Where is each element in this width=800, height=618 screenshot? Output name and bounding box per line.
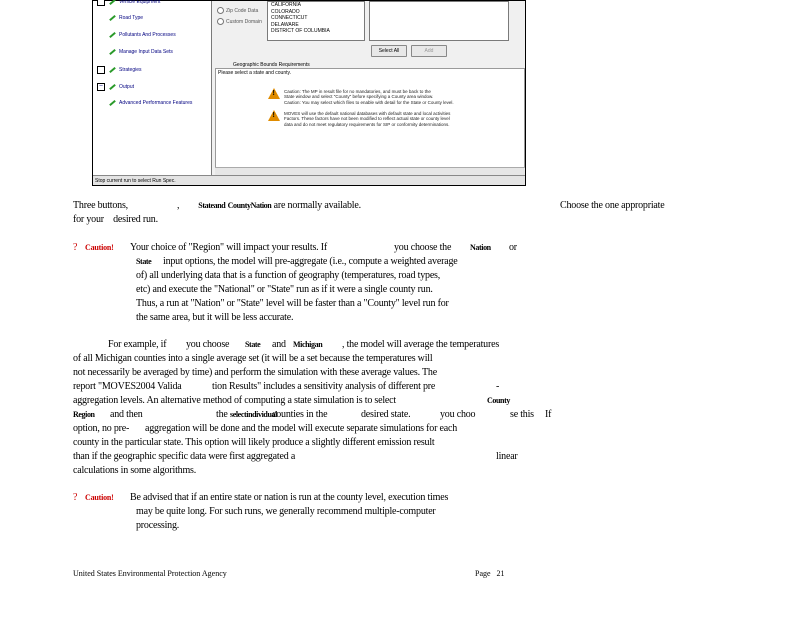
list-item[interactable]: COLORADO: [271, 8, 300, 15]
para-2-line-6c: counties in the: [272, 409, 328, 420]
add-button[interactable]: Add: [411, 45, 447, 57]
tree-item-vehicle-equipment[interactable]: Vehicle Equipment: [97, 0, 160, 6]
caution-2-line-2: may be quite long. For such runs, we generally recommend multiple-computer: [136, 506, 436, 517]
caution-1-line-2: input options, the model will pre-aggregate (i.e., compute a weighted average: [163, 256, 458, 267]
radio-icon[interactable]: [217, 18, 224, 25]
caution-1-line-1: Your choice of "Region" will impact your results. If: [130, 242, 327, 253]
caution-1-label: Caution!: [85, 243, 114, 252]
caution-2-label: Caution!: [85, 493, 114, 502]
caution-1-line-5: Thus, a run at "Nation" or "State" level will be faster than a "County" level run for: [136, 298, 449, 309]
caution-1-nation: Nation: [470, 243, 491, 252]
pencil-check-icon: [108, 84, 116, 90]
tree-item-output[interactable]: – Output: [97, 83, 134, 91]
para-2-line-4b: tion Results" includes a sensitivity analysis of different pre: [212, 381, 436, 392]
pencil-check-icon: [108, 0, 116, 5]
moves-runspec-screenshot: [92, 0, 526, 186]
para-2-linear: linear: [496, 451, 518, 462]
para-2-line-4a: report "MOVES2004 Valida: [73, 381, 182, 392]
geo-requirements-label: Geographic Bounds Requirements: [233, 62, 310, 68]
caution-2-line-3: processing.: [136, 520, 180, 531]
tree-item-pollutants[interactable]: Pollutants And Processes: [97, 32, 176, 38]
radio-custom-domain[interactable]: Custom Domain: [217, 18, 262, 25]
caution-1-state: State: [136, 257, 152, 266]
intro-line-2: for your desired run.: [73, 214, 158, 225]
list-item[interactable]: DELAWARE: [271, 21, 299, 28]
pencil-check-icon: [108, 32, 116, 38]
para-2-line-3: not necessarily be averaged by time) and perform the simulation with these average values. The: [73, 367, 437, 378]
pencil-check-icon: [108, 49, 116, 55]
caution-2-marker: [73, 491, 77, 505]
para-2-dash: -: [496, 381, 500, 392]
para-2-region: Region: [73, 410, 95, 419]
tree-item-road-type[interactable]: Road Type: [97, 15, 143, 21]
pencil-check-icon: [108, 100, 116, 106]
list-item[interactable]: CONNECTICUT: [271, 15, 308, 21]
warning-message-1: Caution: The MP in result file for no mandatories, and must be back to the State window and select "County" before specifying a County area window. Caution: You may select which files to enable with detail for the State or County level.: [284, 89, 454, 105]
para-2-line-2: of all Michigan counties into a single average set (it will be a set because the temperatures will: [73, 353, 433, 364]
para-2-and: and: [272, 339, 286, 350]
warning-message-2: MOVES will use the default national databases with default state and local activities Factors. These factors have not been modified to reflect actual state or county level data and do not meet regulatory requirements for SIP or conformity determinations.: [284, 111, 451, 127]
radio-icon[interactable]: [217, 7, 224, 14]
status-bar: Stop current run to select Run Spec.: [93, 175, 525, 185]
para-2-line-7a: option, no pre-: [73, 423, 130, 434]
geo-requirements-panel: [215, 68, 525, 175]
para-2-if: If: [545, 409, 552, 420]
caution-1-marker: [73, 241, 77, 255]
caution-1-or: or: [509, 242, 517, 253]
state-list[interactable]: [267, 1, 365, 41]
tree-item-strategies[interactable]: Strategies: [97, 66, 142, 74]
para-2-line-10: calculations in some algorithms.: [73, 465, 197, 476]
para-2-line-9a: than if the geographic specific data were first aggregated a: [73, 451, 296, 462]
footer-page-number: Page 21: [475, 569, 505, 578]
pencil-check-icon: [108, 15, 116, 21]
footer-agency: United States Environmental Protection Agency: [73, 569, 227, 578]
para-2-line-1a: For example, if: [108, 339, 167, 350]
caution-1-line-1b: you choose the: [394, 242, 452, 253]
caution-icon: ?: [73, 492, 78, 503]
warning-icon: [268, 110, 280, 121]
select-all-button[interactable]: Select All: [371, 45, 407, 57]
para-2-line-5: aggregation levels. An alternative method of computing a state simulation is to select: [73, 395, 396, 406]
para-2-selected: selectindividual: [230, 410, 277, 419]
para-2-line-6e: you choo: [440, 409, 476, 420]
para-2-line-8: county in the particular state. This option will likely produce a slightly different emission result: [73, 437, 435, 448]
caution-1-line-6: the same area, but it will be less accurate.: [136, 312, 294, 323]
para-2-county: County: [487, 396, 510, 405]
collapse-icon[interactable]: –: [97, 83, 105, 91]
selection-list[interactable]: [369, 1, 509, 41]
checkbox-icon[interactable]: [97, 66, 105, 74]
intro-line-1: Three buttons, , Stateand CountyNation are normally available.: [73, 200, 361, 211]
intro-choose: Choose the one appropriate: [560, 200, 665, 211]
navigation-tree: [93, 1, 212, 175]
para-2-line-1b: you choose: [186, 339, 230, 350]
caution-1-line-3: of) all underlying data that is a function of geography (temperatures, road types,: [136, 270, 441, 281]
caution-icon: ?: [73, 242, 78, 253]
list-item[interactable]: DISTRICT OF COLUMBIA: [271, 28, 330, 34]
para-2-line-1c: , the model will average the temperatures: [342, 339, 500, 350]
pencil-check-icon: [108, 67, 116, 73]
para-2-line-6d: desired state.: [361, 409, 411, 420]
geo-requirement-text: Please select a state and county.: [218, 70, 292, 76]
para-2-line-7b: aggregation will be done and the model will execute separate simulations for each: [145, 423, 458, 434]
para-2-line-6b: the: [216, 409, 228, 420]
checkbox-icon[interactable]: [97, 0, 105, 6]
tree-item-manage-input[interactable]: Manage Input Data Sets: [97, 49, 173, 55]
tree-item-advanced[interactable]: Advanced Performance Features: [97, 100, 192, 106]
para-2-line-6f: se this: [510, 409, 534, 420]
para-2-michigan: Michigan: [293, 340, 323, 349]
caution-1-line-4: etc) and execute the "National" or "State" run as if it were a single county run.: [136, 284, 433, 295]
para-2-state: State: [245, 340, 261, 349]
caution-2-line-1: Be advised that if an entire state or nation is run at the county level, execution times: [130, 492, 449, 503]
radio-zip-code[interactable]: Zip Code Data: [217, 7, 258, 14]
para-2-line-6a: and then: [110, 409, 143, 420]
list-item[interactable]: CALIFORNIA: [271, 2, 302, 8]
warning-icon: [268, 88, 280, 99]
